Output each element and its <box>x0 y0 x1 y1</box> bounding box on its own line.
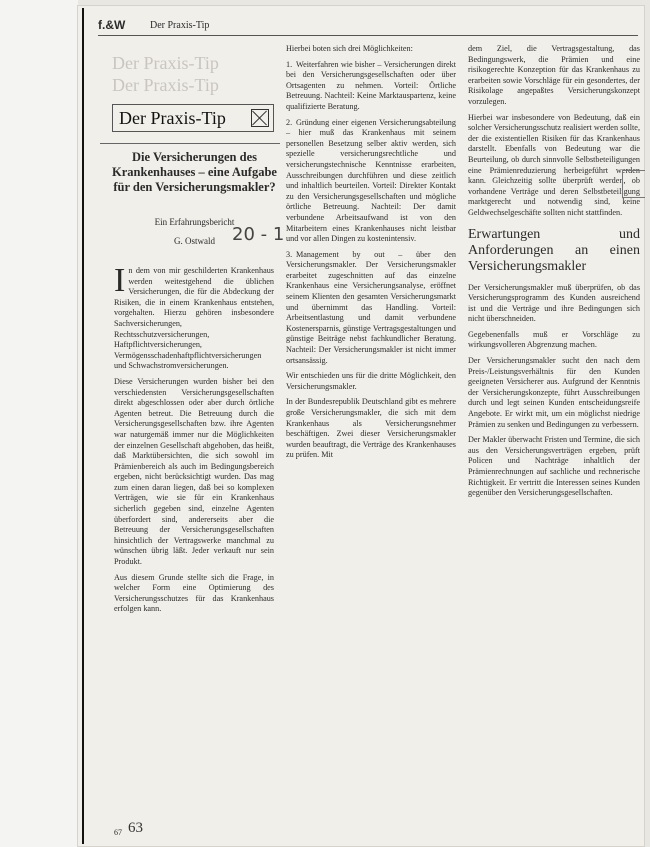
list-item <box>286 250 456 367</box>
column-1 <box>114 262 274 620</box>
paragraph-text: n dem von mir geschilderten Krankenhaus werden weitestgehend die üblichen Versicherungen, die für die Abdeckung der Risiken, die in einem Krankenhaus entstehen, vorgehalten. Hierzu gehören insbesondere Sachversicherungen, Rechtsschutzversicherungen, Haftpflichtversicherungen, Vermögensschadenhaftpflichtversicherungen und Schwachstromversicherungen. <box>114 266 274 371</box>
publisher-logo: f.&W <box>98 18 126 32</box>
paragraph: Gegebenenfalls muß er Vorschläge zu wirkungsvolleren Abgrenzung machen. <box>468 329 640 350</box>
paragraph: Hierbei war insbesondere von Bedeutung, daß ein solcher Versicherungsschutz realisiert werden sollte, der die existentiellen Risiken für das Krankenhaus darstellt. Ebenfalls von Bedeutung war die Beurteilung, ob durch sinnvolle Selbstbeteiligungen eine Prämienreduzierung herbeigeführt werden kann. Gleichzeitig sollte überprüft werden, ob vorhandene Verträge und deren Selbstbeteiligung marktgerecht und notwendig sind, keine Geldwechselgeschäfte sollten nicht stattfinden. <box>468 112 640 217</box>
brand-ghost-2: Der Praxis-Tip <box>112 75 219 95</box>
list-item <box>286 118 456 245</box>
article-subtitle: Ein Erfahrungsbericht <box>154 217 235 227</box>
list-text: Gründung einer eigenen Versicherungsabteilung – hier muß das Krankenhaus mit seinem personellen Besetzung selber aktiv werden, sich spezielle versicherungsrechtliche und versicherungstechnische Kenntnisse erarbeiten, Ausschreibungen durchführen und diese zeitlich und inhaltlich beurteilen. Vorteil: Direkter Kontakt zu den Versicherungsgesellschaften und mögliche örtliche Betreuung. Nachteil: Der damit verbundene Arbeitsaufwand ist von den Mitarbeitern eines Krankenhauses nicht leistbar und vor allen Dingen zu kostenintensiv. <box>286 117 456 244</box>
article-title: Die Versicherungen des Krankenhauses – eine Aufgabe für den Versicherungsmakler? <box>112 150 277 194</box>
header-title: Der Praxis-Tip <box>150 20 210 31</box>
article-author: G. Ostwald <box>174 236 215 246</box>
binder-line <box>82 8 84 844</box>
column-3 <box>468 44 640 504</box>
page-header <box>98 18 638 34</box>
paragraph: Wir entschieden uns für die dritte Möglichkeit, den Versicherungsmakler. <box>286 371 456 391</box>
section-heading: Erwartungen und Anforderungen an einen Versicherungsmakler <box>468 226 640 274</box>
list-number: 3. <box>286 249 293 259</box>
page-number: 67 <box>114 828 122 837</box>
paragraph: Der Versicherungsmakler sucht den nach dem Preis-/Leistungsverhältnis für den Kunden geeigneten Versicherer aus. Aufgrund der Kenntnis der Versicherungskonzepte, führt Ausschreibungen durch und legt seinen Kunden entscheidungsreife Angebote. Er wirkt mit, um ein möglichst niedrige Prämien zu senken und Bedingungen zu verbessern. <box>468 356 640 429</box>
paragraph <box>114 262 274 372</box>
section-brand <box>112 52 272 142</box>
paragraph: Diese Versicherungen wurden bisher bei den verschiedensten Versicherungsgesellschaften direkt abgeschlossen oder aber durch örtliche Agenten betreut. Die Betreuung durch die Versicherungsgesellschaften bzw. ihre Agenten war naturgemäß immer nur die Möglichkeiten der einzelnen Gesellschaft abgehoben, das heißt, daß Marktübersichten, die sich sowohl im Prämienbereich als auch im Bedingungsbereich ergeben, nicht berücksichtigt wurden. Das mag zum einen daran liegen, daß bei so komplexen Verträgen, wie sie für ein Krankenhaus sicherlich gegeben sind, einzelne Agenten überfordert sind, andererseits aber die Betreuung der Versicherungsgesellschaften hinsichtlich der Vertragswerke manchmal zu wünschen übrig läßt. Jeder verkauft nur sein Produkt. <box>114 376 274 567</box>
paragraph: dem Ziel, die Vertragsgestaltung, das Bedingungswerk, die Prämien und eine risikogerechte Konzeption für das Krankenhaus zu erarbeiten sowie Vorschläge für ein gesondertes, der Risikolage angepaßtes Versicherungskonzept vorzulegen. <box>468 44 640 106</box>
drop-cap: I <box>114 262 126 299</box>
paragraph: Hierbei boten sich drei Möglichkeiten: <box>286 44 413 53</box>
handwritten-page-number: 63 <box>128 820 143 836</box>
list-number: 2. <box>286 117 293 127</box>
list-item <box>286 60 456 113</box>
paragraph: Der Versicherungsmakler muß überprüfen, ob das Versicherungsprogramm des Kunden ausreichend ist und die Verträge und ihre Bedingungen sich nicht überschneiden. <box>468 282 640 324</box>
list-number: 1. <box>286 59 293 69</box>
brand-title: Der Praxis-Tip <box>119 108 226 128</box>
scan-corner-mark <box>622 170 645 198</box>
list-text: Weiterfahren wie bisher – Versicherungen direkt bei den Versicherungsgesellschaften oder über Ortsagenten zu nehmen. Vorteil: Örtliche Betreuung. Nachteil: Keine Marktauspartenz, keine qualifizierte Beratung. <box>286 59 456 111</box>
paragraph: Der Makler überwacht Fristen und Termine, die sich aus den Versicherungsverträgen ergeben, prüft Policen und Nachträge inhaltlich der Prämienrechnungen auf sachliche und rechnerische Richtigkeit. Er vertritt die Interessen seines Kunden gegenüber den Versicherungsgesellschaften. <box>468 435 640 498</box>
brand-divider <box>100 143 280 144</box>
header-rule <box>98 35 638 36</box>
scan-margin <box>0 0 78 847</box>
handwritten-annotation: 20 - 1 <box>232 224 285 245</box>
paragraph: In der Bundesrepublik Deutschland gibt es mehrere große Versicherungsmakler, die sich mit dem Krankenhaus als Versicherungsnehmer beschäftigen. Zwei dieser Versicherungsmakler wurden beauftragt, die Verträge des Krankenhauses zu prüfen. Mit <box>286 397 456 460</box>
checkbox-cross-icon <box>251 109 269 127</box>
list-text: Management by out – über den Versicherungsmakler. Der Versicherungsmakler erarbeitet zugeschnitten auf das einzelne Krankenhaus eine Versicherungsanalyse, eröffnet seinem Klienten den gesamten Versicherungsmarkt und übernimmt das Handling. Vorteil: Arbeitsentlastung und damit verbundene Kostenersparnis, günstige Vertragsgestaltungen und günstige Beiträge nebst fachkundlicher Beratung. Nachteil: Der Versicherungsmakler ist nicht immer ortsansässig. <box>286 249 456 365</box>
brand-box <box>112 104 274 132</box>
paragraph: Aus diesem Grunde stellte sich die Frage, in welcher Form eine Optimierung des Versicherungsschutzes für das Krankenhaus erfolgen kann. <box>114 572 274 614</box>
brand-ghost-1: Der Praxis-Tip <box>112 53 219 73</box>
column-2 <box>286 44 456 466</box>
